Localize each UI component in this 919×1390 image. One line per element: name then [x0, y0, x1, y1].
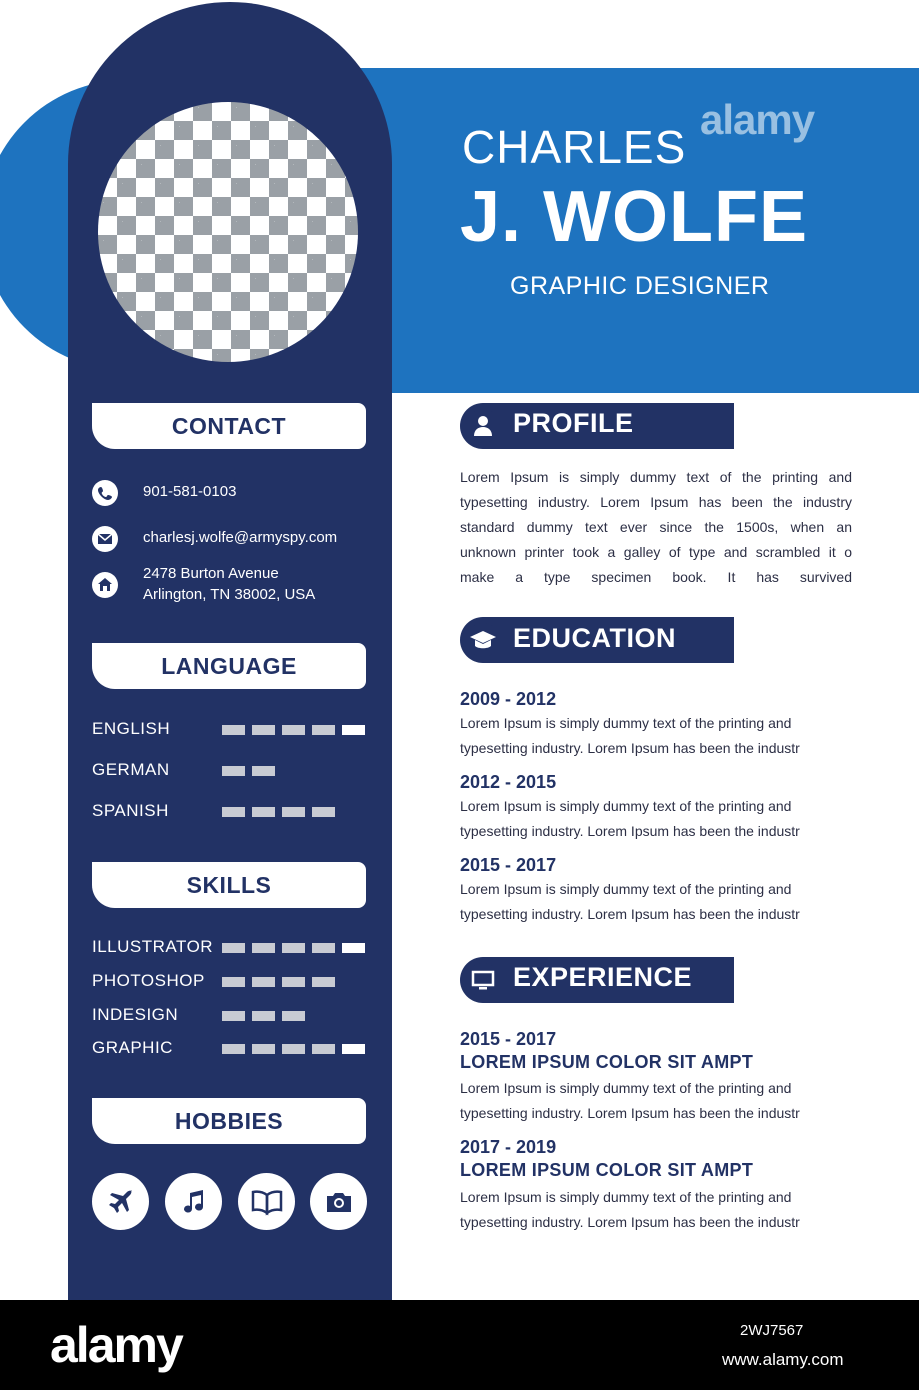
language-label: GERMAN: [92, 760, 170, 779]
education-description: typesetting industry. Lorem Ipsum has been the industr: [460, 740, 800, 756]
home-icon: [92, 572, 118, 598]
experience-description: typesetting industry. Lorem Ipsum has been the industr: [460, 1105, 800, 1121]
profile-line: Lorem Ipsum is simply dummy text of the printing and: [460, 469, 852, 485]
education-years: 2012 - 2015: [460, 772, 557, 792]
airplane-icon: [92, 1173, 149, 1230]
level-segment: [282, 943, 305, 953]
level-segment: [252, 766, 275, 776]
level-segment: [282, 807, 305, 817]
language-level-bar: [222, 766, 275, 776]
level-segment: [252, 1044, 275, 1054]
level-segment: [222, 766, 245, 776]
experience-years: 2015 - 2017: [460, 1029, 557, 1049]
profile-line: make a type specimen book. It has survived: [460, 569, 852, 585]
level-segment: [342, 1044, 365, 1054]
level-segment: [222, 807, 245, 817]
profile-line: unknown printer took a galley of type and scrambled it o: [460, 544, 852, 560]
image-id: 2WJ7567: [740, 1322, 804, 1339]
skill-level-bar: [222, 977, 335, 987]
level-segment: [312, 977, 335, 987]
profile-photo-placeholder: [98, 102, 358, 362]
level-segment: [282, 725, 305, 735]
education-years: 2009 - 2012: [460, 689, 557, 709]
profile-title: PROFILE: [513, 408, 634, 438]
last-name: J. WOLFE: [460, 177, 808, 257]
experience-years: 2017 - 2019: [460, 1137, 557, 1157]
address-line-1: 2478 Burton Avenue: [143, 565, 279, 582]
contact-heading: CONTACT: [92, 403, 366, 449]
phone-number: 901-581-0103: [143, 483, 237, 500]
footer-logo: alamy: [50, 1317, 182, 1373]
watermark-url: www.alamy.com: [722, 1350, 844, 1369]
level-segment: [222, 1011, 245, 1021]
level-segment: [342, 943, 365, 953]
level-segment: [342, 725, 365, 735]
language-label: SPANISH: [92, 801, 169, 820]
education-description: Lorem Ipsum is simply dummy text of the printing and: [460, 881, 792, 897]
level-segment: [252, 943, 275, 953]
education-description: Lorem Ipsum is simply dummy text of the printing and: [460, 798, 792, 814]
level-segment: [282, 1011, 305, 1021]
skill-label: GRAPHIC: [92, 1038, 173, 1057]
level-segment: [282, 977, 305, 987]
language-level-bar: [222, 807, 335, 817]
skill-label: ILLUSTRATOR: [92, 937, 214, 956]
music-note-icon: [165, 1173, 222, 1230]
hobbies-heading: HOBBIES: [92, 1098, 366, 1144]
education-description: Lorem Ipsum is simply dummy text of the printing and: [460, 715, 792, 731]
language-heading: LANGUAGE: [92, 643, 366, 689]
book-icon: [238, 1173, 295, 1230]
education-description: typesetting industry. Lorem Ipsum has been the industr: [460, 823, 800, 839]
experience-description: Lorem Ipsum is simply dummy text of the printing and: [460, 1080, 792, 1096]
education-years: 2015 - 2017: [460, 855, 557, 875]
education-title: EDUCATION: [513, 623, 676, 653]
level-segment: [282, 1044, 305, 1054]
skill-label: INDESIGN: [92, 1005, 179, 1024]
level-segment: [252, 1011, 275, 1021]
skills-heading: SKILLS: [92, 862, 366, 908]
language-label: ENGLISH: [92, 719, 171, 738]
level-segment: [312, 725, 335, 735]
skill-level-bar: [222, 1011, 305, 1021]
education-description: typesetting industry. Lorem Ipsum has been the industr: [460, 906, 800, 922]
experience-description: Lorem Ipsum is simply dummy text of the printing and: [460, 1189, 792, 1205]
skill-label: PHOTOSHOP: [92, 971, 205, 990]
mail-icon: [92, 526, 118, 552]
level-segment: [252, 807, 275, 817]
level-segment: [252, 977, 275, 987]
graduation-cap-icon: [466, 623, 500, 657]
level-segment: [222, 977, 245, 987]
level-segment: [312, 943, 335, 953]
level-segment: [222, 1044, 245, 1054]
job-title: GRAPHIC DESIGNER: [510, 272, 770, 300]
monitor-icon: [466, 963, 500, 997]
first-name: CHARLES: [462, 121, 687, 173]
skill-level-bar: [222, 943, 365, 953]
camera-icon: [310, 1173, 367, 1230]
watermark-logo: alamy: [700, 96, 815, 143]
experience-role: LOREM IPSUM COLOR SIT AMPT: [460, 1160, 754, 1180]
level-segment: [312, 807, 335, 817]
experience-title: EXPERIENCE: [513, 962, 693, 992]
skill-level-bar: [222, 1044, 365, 1054]
level-segment: [222, 943, 245, 953]
phone-icon: [92, 480, 118, 506]
address-line-2: Arlington, TN 38002, USA: [143, 586, 316, 603]
level-segment: [312, 1044, 335, 1054]
profile-line: typesetting industry. Lorem Ipsum has been the industry: [460, 494, 852, 510]
language-level-bar: [222, 725, 365, 735]
experience-role: LOREM IPSUM COLOR SIT AMPT: [460, 1052, 754, 1072]
experience-description: typesetting industry. Lorem Ipsum has been the industr: [460, 1214, 800, 1230]
user-icon: [466, 409, 500, 443]
email-address: charlesj.wolfe@armyspy.com: [143, 529, 338, 546]
level-segment: [252, 725, 275, 735]
profile-line: standard dummy text ever since the 1500s, when an: [460, 519, 852, 535]
level-segment: [222, 725, 245, 735]
